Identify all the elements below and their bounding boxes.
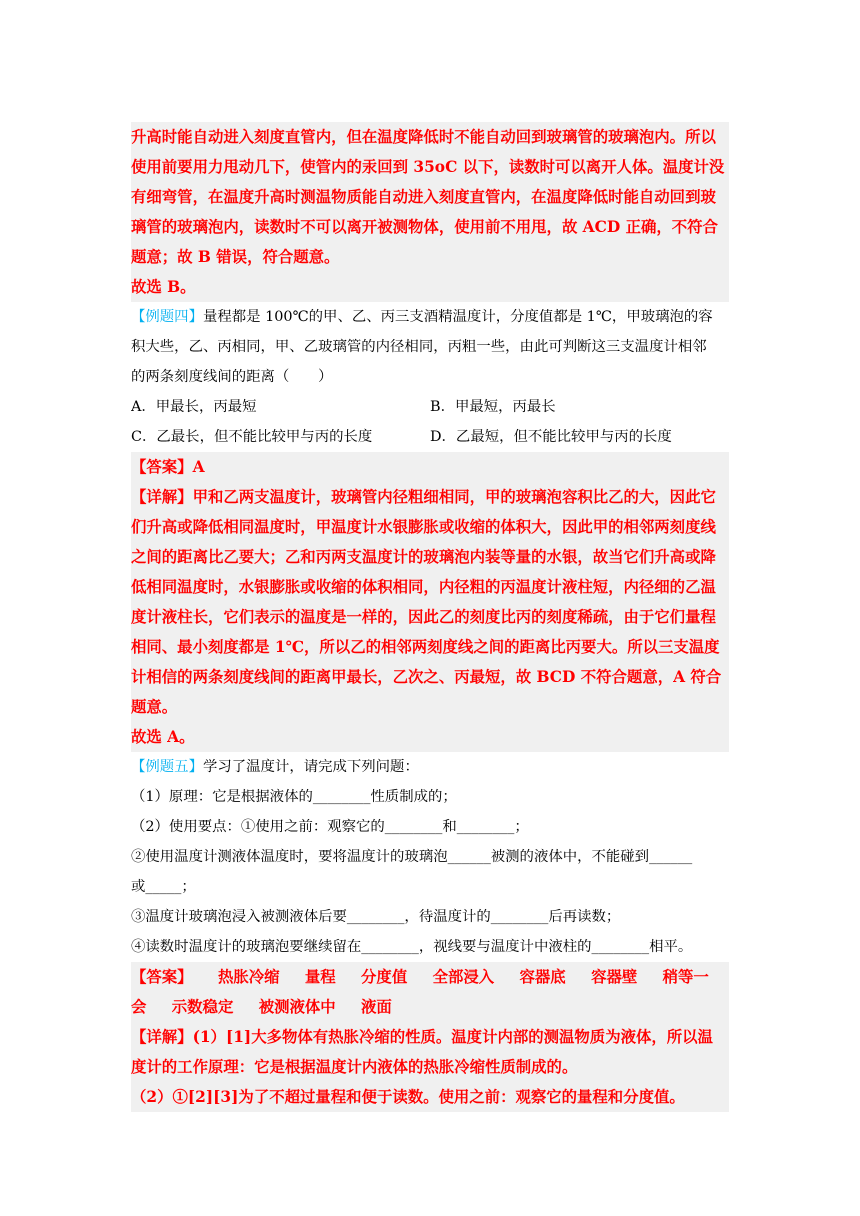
options-row xyxy=(131,392,729,422)
solution-line: 有细弯管，在温度升高时测温物质能自动进入刻度直管内，在温度降低时能自动回到玻 xyxy=(131,188,716,206)
answer-item: 分度值 xyxy=(361,968,408,986)
question-line: 或_____； xyxy=(131,879,196,895)
question-line xyxy=(131,302,729,332)
solution-line: 璃管的玻璃泡内，读数时不可以离开被测物体，使用前不用甩，故 ACD 正确，不符合 xyxy=(131,218,718,236)
question-line: （1）原理：它是根据液体的________性质制成的； xyxy=(131,789,457,805)
option-d: D．乙最短，但不能比较甲与丙的长度 xyxy=(430,429,672,445)
question-line: ③温度计玻璃泡浸入被测液体后要________，待温度计的________后再读数； xyxy=(131,909,621,925)
option-b: B．甲最短，丙最长 xyxy=(430,399,556,415)
solution-line: 升高时能自动进入刻度直管内，但在温度降低时不能自动回到玻璃管的玻璃泡内。所以 xyxy=(131,128,716,146)
detail-line: （2）①[2][3]为了不超过量程和便于读数。使用之前：观察它的量程和分度值。 xyxy=(131,1088,685,1106)
question-line xyxy=(131,752,729,782)
option-a: A．甲最长，丙最短 xyxy=(131,399,257,415)
detail-line: 们升高或降低相同温度时，甲温度计水银膨胀或收缩的体积大，因此甲的相邻两刻度线 xyxy=(131,518,716,536)
choice-line: 故选 B。 xyxy=(131,278,196,296)
question-line: ②使用温度计测液体温度时，要将温度计的玻璃泡______被测的液体中，不能碰到______ xyxy=(131,849,693,865)
detail-line: 之间的距离比乙要大；乙和丙两支温度计的玻璃泡内装等量的水银，故当它们升高或降 xyxy=(131,548,716,566)
question-text: 量程都是 100℃的甲、乙、丙三支酒精温度计，分度值都是 1℃，甲玻璃泡的容 xyxy=(202,309,713,325)
answer-line xyxy=(131,992,729,1022)
question-line: ④读数时温度计的玻璃泡要继续留在________，视线要与温度计中液柱的________相平。 xyxy=(131,939,693,955)
question-line: 的两条刻度线间的距离（ ） xyxy=(131,369,333,385)
question-line: 积大些，乙、丙相同，甲、乙玻璃管的内径相同，丙粗一些，由此可判断这三支温度计相邻 xyxy=(131,339,707,355)
answer-item: 稍等一 xyxy=(662,968,709,986)
answer-item: 容器底 xyxy=(519,968,566,986)
detail-line: 【详解】(1）[1]大多物体有热胀冷缩的性质。温度计内部的测温物质为液体，所以温 xyxy=(131,1028,713,1046)
solution-line: 题意；故 B 错误，符合题意。 xyxy=(131,248,340,266)
example-4-question xyxy=(131,302,729,452)
detail-line: 题意。 xyxy=(131,698,178,716)
answer-item: 示数稳定 xyxy=(171,998,234,1016)
detail-line: 【详解】甲和乙两支温度计，玻璃管内径粗细相同，甲的玻璃泡容积比乙的大，因此它 xyxy=(131,488,716,506)
answer-item: 热胀冷缩 xyxy=(217,968,280,986)
answer-item: 被测液体中 xyxy=(258,998,336,1016)
detail-line: 度计液柱长，它们表示的温度是一样的，因此乙的刻度比丙的刻度稀疏，由于它们量程 xyxy=(131,608,716,626)
detail-line: 度计的工作原理：它是根据温度计内液体的热胀冷缩性质制成的。 xyxy=(131,1058,578,1076)
solution-line: 使用前要用力甩动几下，使管内的汞回到 35oC 以下，读数时可以离开人体。温度计没 xyxy=(131,158,725,176)
answer-item: 会 xyxy=(131,998,147,1016)
example-5-tag: 【例题五】 xyxy=(131,759,203,775)
example-5-question xyxy=(131,752,729,962)
answer-item: 容器壁 xyxy=(591,968,638,986)
question-line: （2）使用要点：①使用之前：观察它的________和________； xyxy=(131,819,529,835)
answer-item: 全部浸入 xyxy=(432,968,495,986)
document-body xyxy=(131,122,729,1112)
example-4-tag: 【例题四】 xyxy=(131,309,203,325)
detail-line: 相同、最小刻度都是 1℃，所以乙的相邻两刻度线之间的距离比丙要大。所以三支温度 xyxy=(131,638,720,656)
answer-line: 【答案】A xyxy=(131,458,205,476)
example-4-solution xyxy=(131,452,729,752)
answer-item: 液面 xyxy=(361,998,392,1016)
answer-item: 量程 xyxy=(304,968,336,986)
choice-line: 故选 A。 xyxy=(131,728,195,746)
options-row xyxy=(131,422,729,452)
option-c: C．乙最长，但不能比较甲与丙的长度 xyxy=(131,429,373,445)
solution-block-3 xyxy=(131,122,729,302)
question-text: 学习了温度计，请完成下列问题： xyxy=(202,759,419,775)
detail-line: 计相信的两条刻度线间的距离甲最长，乙次之、丙最短，故 BCD 不符合题意，A 符合 xyxy=(131,668,722,686)
detail-line: 低相同温度时，水银膨胀或收缩的体积相同，内径粗的丙温度计液柱短，内径细的乙温 xyxy=(131,578,716,596)
answer-line xyxy=(131,962,729,992)
example-5-solution xyxy=(131,962,729,1112)
answer-label: 【答案】 xyxy=(131,968,193,986)
